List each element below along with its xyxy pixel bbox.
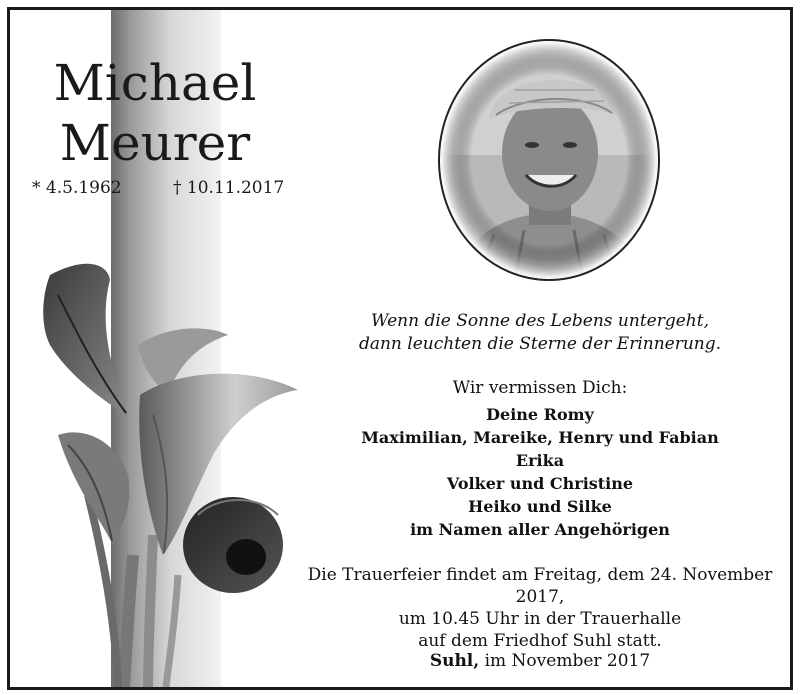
miss-line: Wir vermissen Dich: [452, 378, 628, 398]
obituary-notice [7, 7, 793, 690]
birth-date: * 4.5.1962 [32, 178, 122, 198]
mourner-line: Erika [515, 451, 565, 470]
last-name: Meurer [59, 114, 251, 172]
closing-place: Suhl, [429, 651, 480, 671]
mourner-line: Maximilian, Mareike, Henry und Fabian [361, 428, 719, 447]
closing-date: im November 2017 [484, 651, 651, 671]
death-date: † 10.11.2017 [173, 178, 285, 198]
portrait-photo [434, 35, 664, 285]
service-line: um 10.45 Uhr in der Trauerhalle [398, 609, 682, 629]
service-line: Die Trauerfeier findet am Freitag, dem 24. November 2017, [307, 565, 773, 607]
mourner-line: Volker und Christine [446, 474, 634, 493]
quote-line: dann leuchten die Sterne der Erinnerung. [358, 334, 722, 354]
memorial-quote [300, 310, 780, 356]
calla-lily-icon [28, 255, 298, 687]
quote-line: Wenn die Sonne des Lebens untergeht, [371, 311, 709, 331]
mourner-line: im Namen aller Angehörigen [410, 520, 670, 539]
closing-line [300, 651, 780, 671]
mourner-line: Heiko und Silke [468, 497, 612, 516]
mourners-list [300, 403, 780, 541]
mourner-line: Deine Romy [486, 405, 594, 424]
first-name: Michael [53, 54, 257, 112]
service-info [300, 564, 780, 652]
service-line: auf dem Friedhof Suhl statt. [418, 631, 662, 651]
